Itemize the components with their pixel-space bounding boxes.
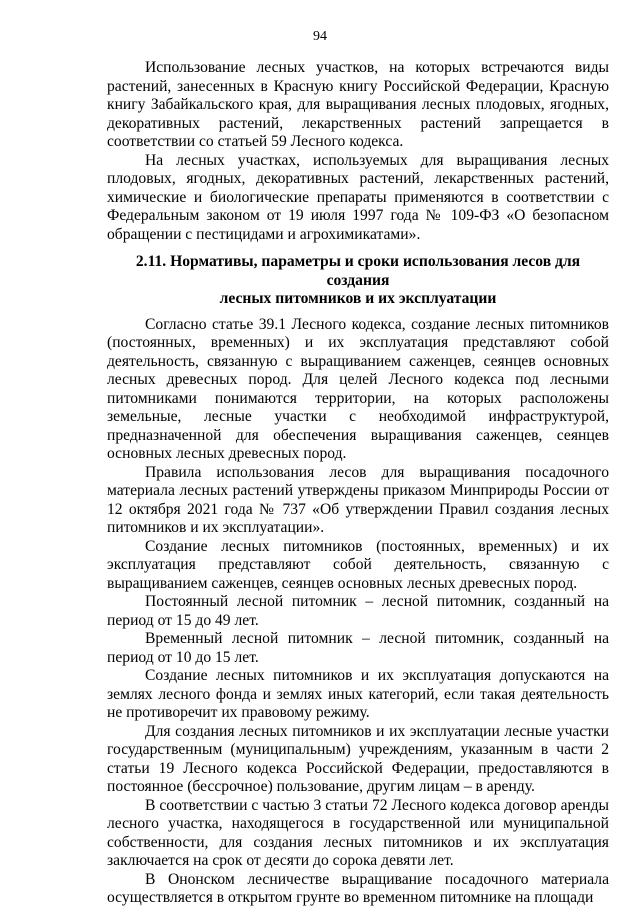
paragraph: Постоянный лесной питомник – лесной питомник, созданный на период от 15 до 49 лет. [107, 593, 609, 629]
section-heading-line: лесных питомников и их эксплуатации [219, 290, 497, 307]
paragraph: На лесных участках, используемых для выращивания лесных плодовых, ягодных, декоративных растений, лекарственных растений, химические и биологические препараты применяются в соответствии с Федеральным законом от 19 июля 1997 года № 109-ФЗ «О безопасном обращении с пестицидами и агрохимикатами». [107, 151, 609, 243]
paragraph: Использование лесных участков, на которых встречаются виды растений, занесенных в Красную книгу Российской Федерации, Красную книгу Забайкальского края, для выращивания лесных плодовых, ягодных, декоративных растений, лекарственных растений запрещается в соответствии со статьей 59 Лесного кодекса. [107, 59, 609, 150]
section-heading [107, 253, 609, 309]
paragraph: Правила использования лесов для выращивания посадочного материала лесных растений утверждены приказом Минприроды России от 12 октября 2021 года № 737 «Об утверждении Правил создания лесных питомников и их эксплуатации». [107, 463, 609, 536]
paragraph: Создание лесных питомников (постоянных, временных) и их эксплуатация представляют собой деятельность, связанную с выращиванием саженцев, сеянцев основных лесных древесных пород. [107, 537, 609, 592]
paragraph: Согласно статье 39.1 Лесного кодекса, создание лесных питомников (постоянных, временных) и их эксплуатация представляют собой деятельность, связанную с выращиванием саженцев, сеянцев основных лесных древесных пород. Для целей Лесного кодекса под лесными питомниками понимаются территории, на которых расположены земельные, лесные участки с необходимой инфраструктурой, предназначенной для обеспечения выращивания саженцев, сеянцев основных лесных древесных пород. [107, 315, 609, 462]
document-body [107, 59, 609, 908]
page-number: 94 [313, 29, 327, 44]
paragraph: Для создания лесных питомников и их эксплуатации лесные участки государственным (муниципальным) учреждениям, указанным в части 2 статьи 19 Лесного кодекса Российской Федерации, предоставляются в постоянное (бессрочное) пользование, другим лицам – в аренду. [107, 722, 609, 795]
paragraph: Временный лесной питомник – лесной питомник, созданный на период от 10 до 15 лет. [107, 630, 609, 666]
paragraph: В соответствии с частью 3 статьи 72 Лесного кодекса договор аренды лесного участка, находящегося в государственной или муниципальной собственности, для создания лесных питомников и их эксплуатация заключается на срок от десяти до сорока девяти лет. [107, 796, 609, 869]
paragraph: В Ононском лесничестве выращивание посадочного материала осуществляется в открытом грунте во временном питомнике на площади [107, 870, 609, 906]
paragraph: Создание лесных питомников и их эксплуатация допускаются на землях лесного фонда и землях иных категорий, если такая деятельность не противоречит их правовому режиму. [107, 667, 609, 721]
section-heading-line: 2.11. Нормативы, параметры и сроки использования лесов для создания [135, 253, 581, 289]
